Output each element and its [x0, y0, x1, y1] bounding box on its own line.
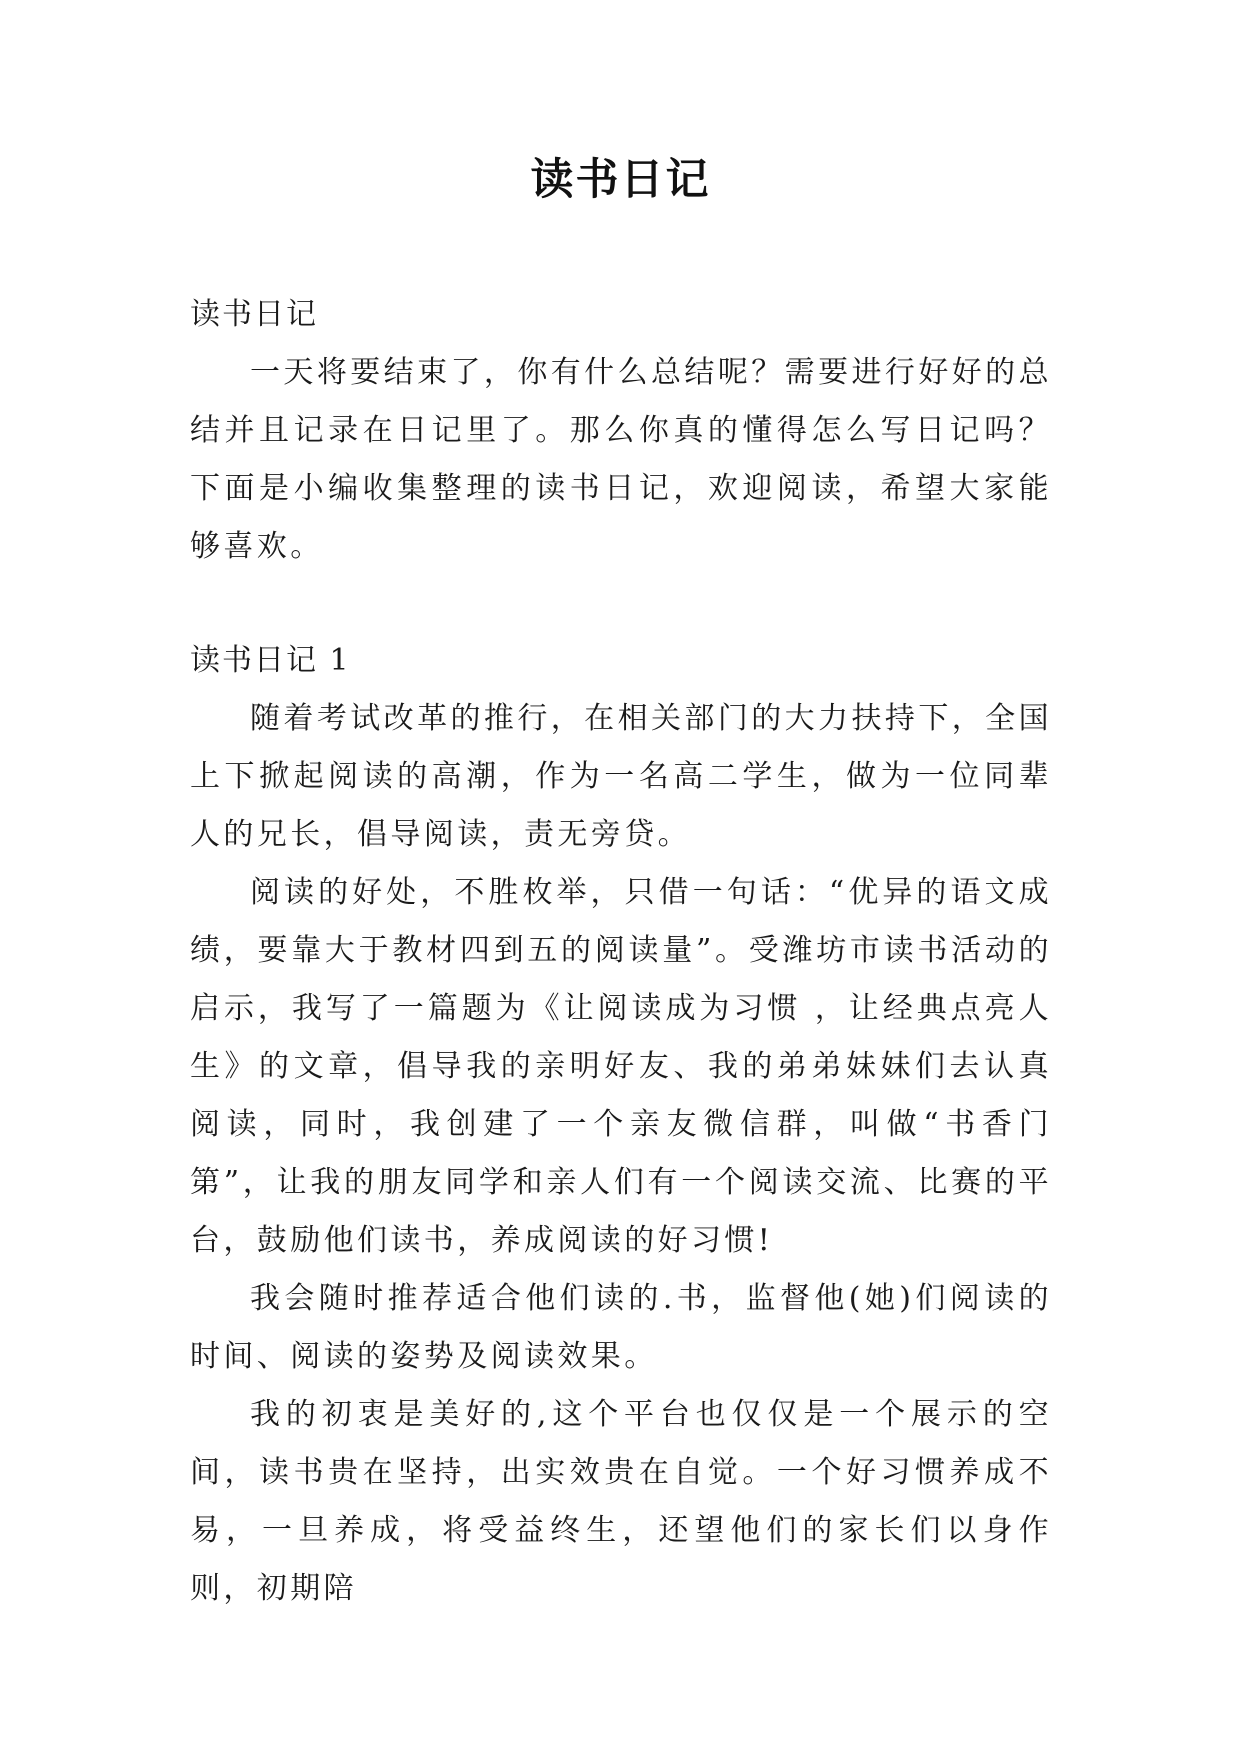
- intro-paragraph: 一天将要结束了，你有什么总结呢？需要进行好好的总结并且记录在日记里了。那么你真的懂得怎么写日记吗？下面是小编收集整理的读书日记，欢迎阅读，希望大家能够喜欢。: [190, 355, 1052, 564]
- entry1-paragraph-4: 我的初衷是美好的,这个平台也仅仅是一个展示的空间，读书贵在坚持，出实效贵在自觉。一个好习惯养成不易，一旦养成，将受益终生，还望他们的家长们以身作则，初期陪: [190, 1397, 1052, 1606]
- entry1-heading: 读书日记 1: [190, 643, 351, 678]
- entry1-paragraph-2: 阅读的好处，不胜枚举，只借一句话：“优异的语文成绩，要靠大于教材四到五的阅读量”。受潍坊市读书活动的启示，我写了一篇题为《让阅读成为习惯 ，让经典点亮人生》的文章，倡导我的亲明好友、我的弟弟妹妹们去认真阅读，同时，我创建了一个亲友微信群，叫做“书香门第”，让我的朋友同学和亲人们有一个阅读交流、比赛的平台，鼓励他们读书，养成阅读的好习惯!: [190, 875, 1052, 1258]
- entry1-paragraph-1: 随着考试改革的推行，在相关部门的大力扶持下，全国上下掀起阅读的高潮，作为一名高二学生，做为一位同辈人的兄长，倡导阅读，责无旁贷。: [190, 701, 1052, 852]
- document-title: 读书日记: [530, 155, 711, 205]
- document-body: [190, 286, 1052, 1618]
- section-gap: [190, 576, 1052, 632]
- intro-heading: 读书日记: [190, 297, 318, 332]
- entry1-paragraph-3: 我会随时推荐适合他们读的.书，监督他(她)们阅读的时间、阅读的姿势及阅读效果。: [190, 1281, 1052, 1374]
